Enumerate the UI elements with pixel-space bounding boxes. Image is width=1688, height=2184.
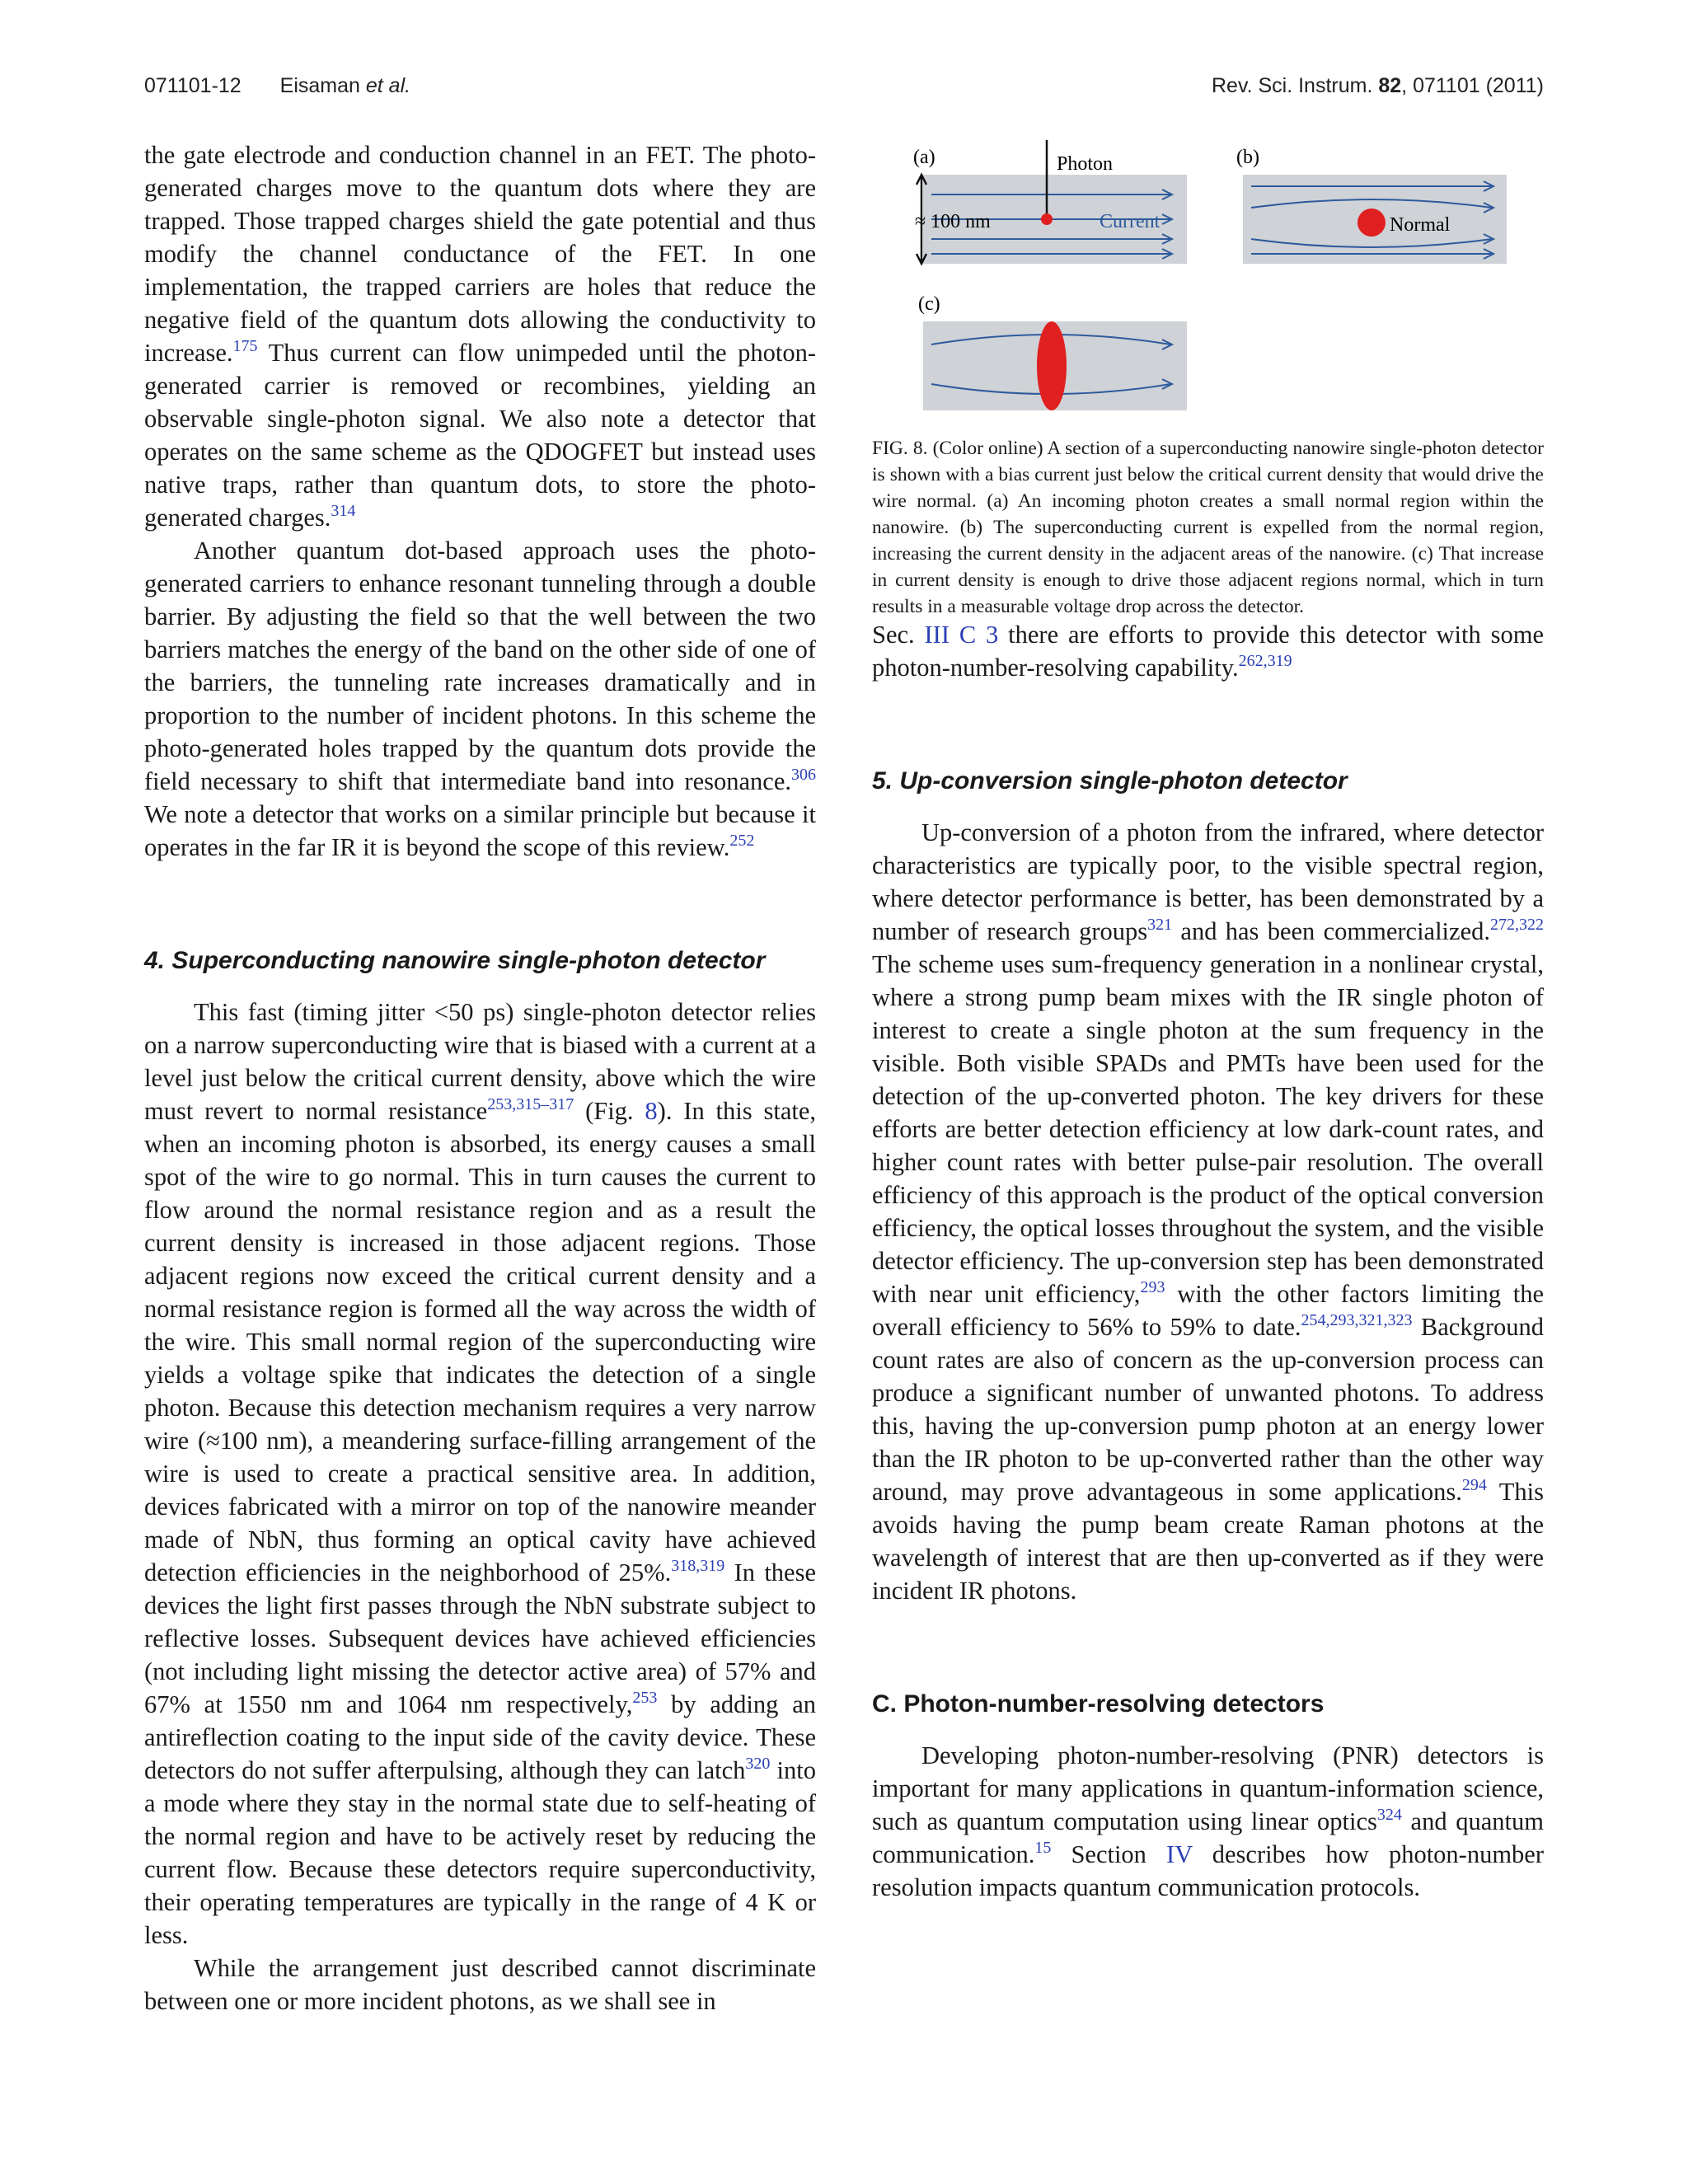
section-heading: 5. Up-conversion single-photon detector: [872, 767, 1348, 794]
section-heading: C. Photon-number-resolving detectors: [872, 1690, 1325, 1718]
paragraph: This fast (timing jitter <50 ps) single-photon detector relies on a narrow superconducting wire that is biased with a current at a level just below the critical current density, above which the wire must revert to normal resistance$^{253,315-317}$ (Fig. 8). In this state, when an incoming photon is absorbed, its energy causes a small spot of the wire to go normal. This in turn causes the current to flow around the normal resistance region and as a result the current density is increased in those adjacent regions. Those adjacent regions now exceed the critical current density and a normal resistance region is formed all the way across the width of the wire. This small normal region of the superconducting wire yields a voltage spike that indicates the detection of a single photon. Because this detection mechanism requires a very narrow wire (≈100 nm), a meandering surface-filling arrangement of the wire is used to create a practical sensitive area. In addition, devices fabricated with a mirror on top of the nanowire meander made of NbN, thus forming an optical cavity have achieved detection efficiencies in the neighborhood of 25%.$^{318,319}$ In these devices the light first passes through the NbN substrate subject to reflective losses. Subsequent devices have achieved efficiencies (not including light missing the detector active area) of 57% and 67% at 1550 nm and 1064 nm respectively,$^{253}$ by adding an antireflection coating to the input side of the cavity device. These detectors do not suffer afterpulsing, although they can latch$^{320}$ into a mode where they stay in the normal state due to self-heating of the normal region and have to be actively reset by reducing the current flow. Because these detectors require superconductivity, their operating temperatures are typically in the range of 4 K or less.: [144, 998, 816, 1949]
citation-link[interactable]: 15: [1034, 1839, 1052, 1857]
citation-link[interactable]: 306: [791, 766, 816, 784]
figure-8: [872, 138, 1544, 617]
citation-link[interactable]: 262,319: [1238, 652, 1292, 670]
citation-link[interactable]: 321: [1147, 916, 1173, 934]
citation-link[interactable]: 314: [331, 502, 356, 520]
right-column: [872, 138, 1544, 1904]
citation-link[interactable]: 320: [745, 1755, 771, 1773]
paragraph: While the arrangement just described cannot discriminate between one or more incident photons, as we shall see in: [144, 1954, 816, 2015]
citation-link[interactable]: 253,315–317: [487, 1095, 574, 1113]
normal-spot: [1041, 213, 1053, 225]
citation-link[interactable]: 324: [1376, 1806, 1402, 1824]
normal-label: Normal: [1390, 214, 1451, 236]
section-heading: 4. Superconducting nanowire single-photon detector: [144, 947, 766, 974]
citation: , 071101 (2011): [1401, 74, 1544, 97]
paragraph: Another quantum dot-based approach uses the photo-generated carriers to enhance resonant tunneling through a double barrier. By adjusting the field so that the well between the two barriers matches the energy of the band on the other side of one of the barriers, the tunneling rate increases dramatically and in proportion to the number of incident photons. In this scheme the photo-generated holes trapped by the quantum dots provide the field necessary to shift that intermediate band into resonance.$^{306}$ We note a detector that works on a similar principle but because it operates in the far IR it is beyond the scope of this review.$^{252}$: [144, 537, 816, 861]
normal-band: [1037, 321, 1067, 410]
citation-link[interactable]: 272,322: [1490, 916, 1544, 934]
citation-link[interactable]: 318,319: [671, 1557, 725, 1575]
citation-link[interactable]: 293: [1140, 1278, 1165, 1296]
journal-name: Rev. Sci. Instrum.: [1211, 74, 1373, 97]
citation-link[interactable]: 253: [632, 1689, 658, 1707]
running-header-left: [144, 74, 410, 98]
volume: 82: [1378, 74, 1402, 97]
section-link[interactable]: IV: [1166, 1840, 1193, 1868]
figure-caption: FIG. 8. (Color online) A section of a superconducting nanowire single-photon detector is shown with a bias current just below the critical current density that would drive the wire normal. (a) An incoming photon creates a small normal region within the nanowire. (b) The superconducting current is expelled from the normal region, increasing the current density in the adjacent areas of the nanowire. (c) That increase in current density is enough to drive those adjacent regions normal, which in turn results in a measurable voltage drop across the detector.: [872, 438, 1544, 617]
dimension-label: ≈ 100 nm: [915, 211, 991, 232]
figure-8-diagram: [872, 138, 1544, 410]
paragraph: Up-conversion of a photon from the infrared, where detector characteristics are typically poor, to the visible spectral region, where detector performance is better, has been demonstrated by a number of research groups$^{321}$ and has been commercialized.$^{272,322}$ The scheme uses sum-frequency generation in a nonlinear crystal, where a strong pump beam mixes with the IR single photon of interest to create a single photon at the sum frequency in the visible. Both visible SPADs and PMTs have been used for the detection of the up-converted photon. The key drivers for these efforts are better detection efficiency at low dark-count rates, and higher count rates with better pulse-pair resolution. The overall efficiency of this approach is the product of the optical conversion efficiency, the optical losses throughout the system, and the visible detector efficiency. The up-conversion step has been demonstrated with near unit efficiency,$^{293}$ with the other factors limiting the overall efficiency to 56% to 59% to date.$^{254,293,321,323}$ Background count rates are also of concern as the up-conversion process can produce a significant number of unwanted photons. To address this, having the up-conversion pump photon at an energy lower than the IR photon to be up-converted rather than the other way around, may prove advantageous in some applications.$^{294}$ This avoids having the pump beam create Raman photons at the wavelength of interest that are then up-converted as if they were incident IR photons.: [872, 818, 1544, 1605]
page-number: 071101-12: [144, 74, 241, 97]
citation-link[interactable]: 294: [1461, 1476, 1487, 1494]
panel-label-b: (b): [1236, 147, 1259, 168]
paragraph: Sec. III C 3 there are efforts to provide this detector with some photon-number-resolving capability.$^{262,319}$: [872, 621, 1544, 682]
author-line: Eisaman et al.: [279, 74, 411, 97]
paragraph: Developing photon-number-resolving (PNR) detectors is important for many applications in quantum-information science, such as quantum computation using linear optics$^{324}$ and quantum communication.$^{15}$ Section IV describes how photon-number resolution impacts quantum communication protocols.: [872, 1741, 1544, 1901]
citation-link[interactable]: 254,293,321,323: [1301, 1311, 1413, 1329]
normal-region: [1357, 209, 1386, 237]
citation-link[interactable]: 252: [729, 832, 755, 850]
running-header-right: [1212, 74, 1544, 98]
paragraph: the gate electrode and conduction channel in an FET. The photo-generated charges move to the quantum dots where they are trapped. Those trapped charges shield the gate potential and thus modify the channel conductance of the FET. In one implementation, the trapped carriers are holes that reduce the negative field of the quantum dots allowing the conductivity to increase.$^{175}$ Thus current can flow unimpeded until the photon-generated carrier is removed or recombines, yielding an observable single-photon signal. We also note a detector that operates on the same scheme as the QDOGFET but instead uses native traps, rather than quantum dots, to store the photo-generated charges.$^{314}$: [144, 141, 816, 532]
current-label: Current: [1100, 211, 1160, 232]
panel-label-c: (c): [918, 293, 940, 315]
section-link[interactable]: III C 3: [924, 621, 999, 649]
photon-label: Photon: [1057, 153, 1114, 175]
panel-label-a: (a): [913, 147, 935, 168]
figure-link[interactable]: 8: [645, 1097, 658, 1125]
left-column: [144, 138, 816, 2018]
citation-link[interactable]: 175: [232, 337, 258, 355]
